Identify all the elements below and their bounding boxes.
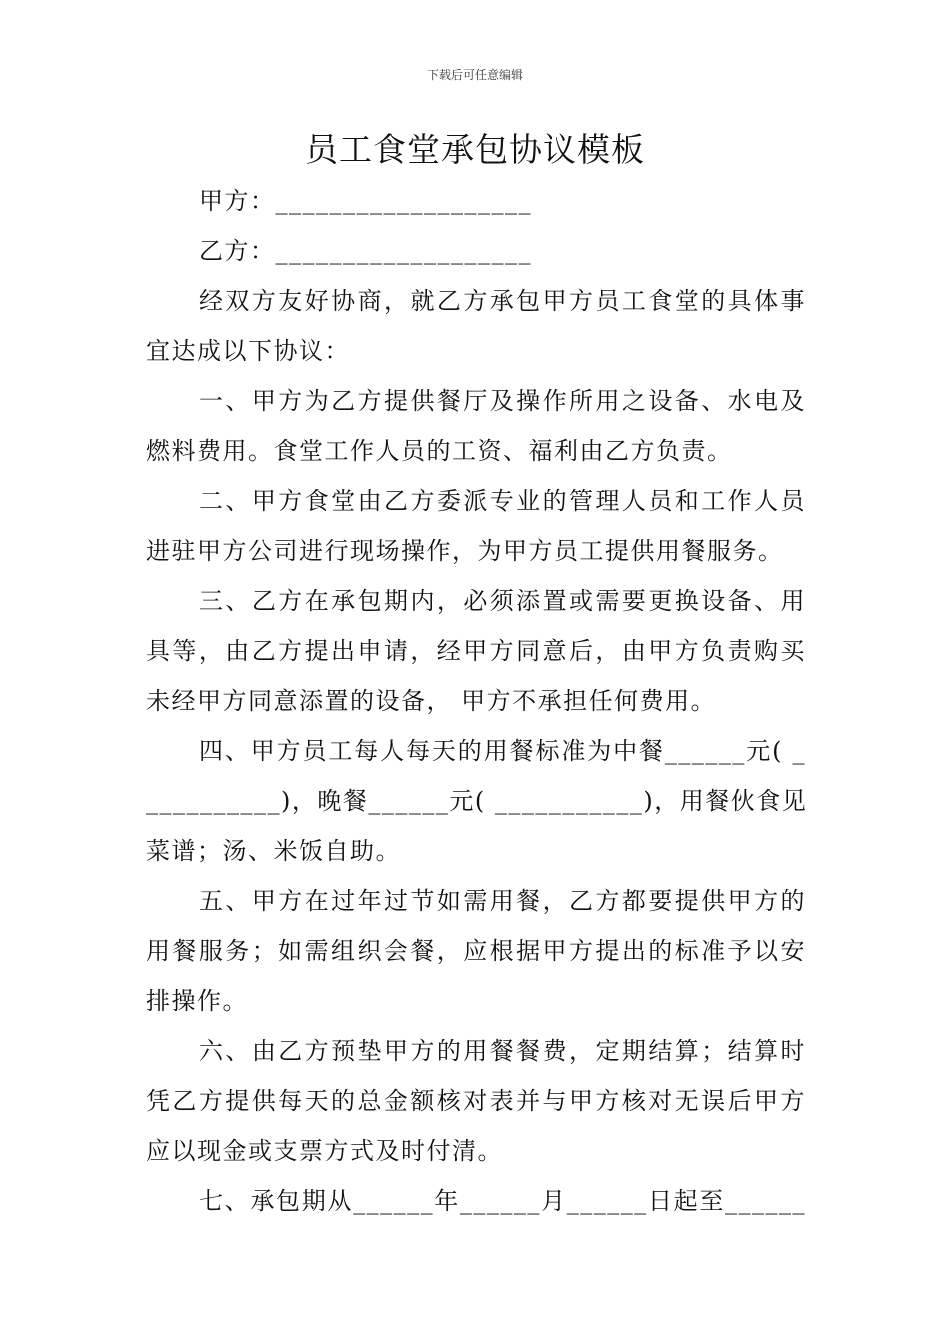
clause-2-line-2: 进驻甲方公司进行现场操作，为甲方员工提供用餐服务。 <box>146 537 784 565</box>
clause-1-line-2: 燃料费用。食堂工作人员的工资、福利由乙方负责。 <box>146 437 733 465</box>
clause-5-line-3: 排操作。 <box>146 987 248 1015</box>
clause-1-line-1: 一、甲方为乙方提供餐厅及操作所用之设备、水电及 <box>199 387 806 415</box>
header-note: 下载后可任意编辑 <box>426 68 523 82</box>
clause-6-line-2: 凭乙方提供每天的总金额核对表并与甲方核对无误后甲方 <box>146 1087 806 1115</box>
clause-4-line-1: 四、甲方员工每人每天的用餐标准为中餐______元( _ <box>199 737 806 765</box>
preamble-line-2: 宜达成以下协议： <box>146 337 350 365</box>
preamble-line-1: 经双方友好协商，就乙方承包甲方员工食堂的具体事 <box>199 287 806 315</box>
clause-5-line-2: 用餐服务；如需组织会餐，应根据甲方提出的标准予以安 <box>146 937 806 965</box>
document-title: 员工食堂承包协议模板 <box>305 130 645 169</box>
clause-3-line-1: 三、乙方在承包期内，必须添置或需要更换设备、用 <box>199 587 806 615</box>
clause-4-line-2: __________)，晚餐______元( ___________)，用餐伙食见 <box>146 787 808 815</box>
clause-2-line-1: 二、甲方食堂由乙方委派专业的管理人员和工作人员 <box>199 487 806 515</box>
clause-5-line-1: 五、甲方在过年过节如需用餐，乙方都要提供甲方的 <box>199 887 806 915</box>
clause-4-line-3: 菜谱；汤、米饭自助。 <box>146 837 401 865</box>
clause-7-line-1: 七、承包期从______年______月______日起至______ <box>199 1187 806 1215</box>
clause-6-line-3: 应以现金或支票方式及时付清。 <box>146 1137 503 1165</box>
clause-3-line-3: 未经甲方同意添置的设备， 甲方不承担任何费用。 <box>146 687 717 715</box>
party-b-line: 乙方：___________________ <box>199 237 532 265</box>
party-a-line: 甲方：___________________ <box>199 187 532 215</box>
clause-3-line-2: 具等，由乙方提出申请，经甲方同意后，由甲方负责购买 <box>146 637 806 665</box>
clause-6-line-1: 六、由乙方预垫甲方的用餐餐费，定期结算；结算时 <box>199 1037 806 1065</box>
